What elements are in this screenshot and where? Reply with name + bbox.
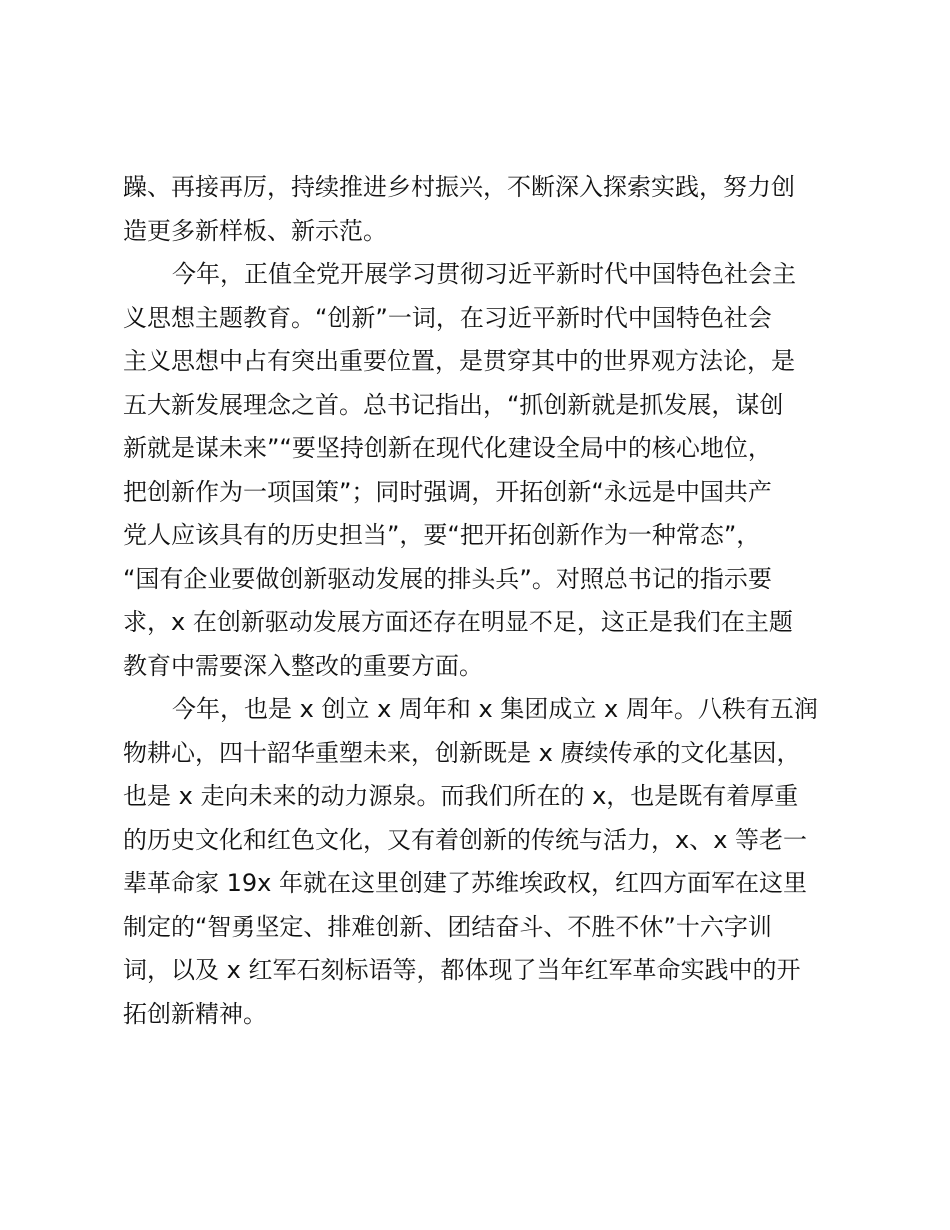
paragraph [123,253,827,688]
paragraph-line: 求，x 在创新驱动发展方面还存在明显不足，这正是我们在主题 [123,608,793,636]
paragraph-line: 新就是谋未来”“要坚持创新在现代化建设全局中的核心地位， [123,434,772,462]
paragraph-line: 义思想主题教育。“创新”一词，在习近平新时代中国特色社会 [123,303,772,332]
paragraph-line: 党人应该具有的历史担当”，要“把开拓创新作为一种常态”， [123,521,761,549]
paragraph-line: 制定的“智勇坚定、排难创新、团结奋斗、不胜不休”十六字训 [123,912,772,941]
paragraph [123,166,827,253]
paragraph-line: 也是 x 走向未来的动力源泉。而我们所在的 x，也是既有着厚重 [123,782,799,810]
document-body [123,166,827,1036]
paragraph-line: 主义思想中占有突出重要位置，是贯穿其中的世界观方法论，是 [123,347,795,375]
paragraph-line: 物耕心，四十韶华重塑未来，创新既是 x 赓续传承的文化基因， [123,738,801,767]
paragraph-line: 辈革命家 19x 年就在这里创建了苏维埃政权，红四方面军在这里 [123,869,807,897]
paragraph-line: 今年，正值全党开展学习贯彻习近平新时代中国特色社会主 [172,260,796,288]
paragraph-line: 的历史文化和红色文化，又有着创新的传统与活力，x、x 等老一 [123,825,808,854]
paragraph-line: 造更多新样板、新示范。 [123,216,387,245]
paragraph [123,688,827,1036]
paragraph-line: 今年，也是 x 创立 x 周年和 x 集团成立 x 周年。八秩有五润 [172,695,818,723]
paragraph-line: 教育中需要深入整改的重要方面。 [123,651,483,680]
paragraph-line: 躁、再接再厉，持续推进乡村振兴，不断深入探索实践，努力创 [123,173,795,201]
paragraph-line: 把创新作为一项国策”；同时强调，开拓创新“永远是中国共产 [123,477,772,506]
paragraph-line: “国有企业要做创新驱动发展的排头兵”。对照总书记的指示要 [123,564,772,593]
paragraph-line: 拓创新精神。 [123,999,267,1028]
paragraph-line: 五大新发展理念之首。总书记指出，“抓创新就是抓发展，谋创 [123,390,784,419]
paragraph-line: 词，以及 x 红军石刻标语等，都体现了当年红军革命实践中的开 [123,956,801,984]
